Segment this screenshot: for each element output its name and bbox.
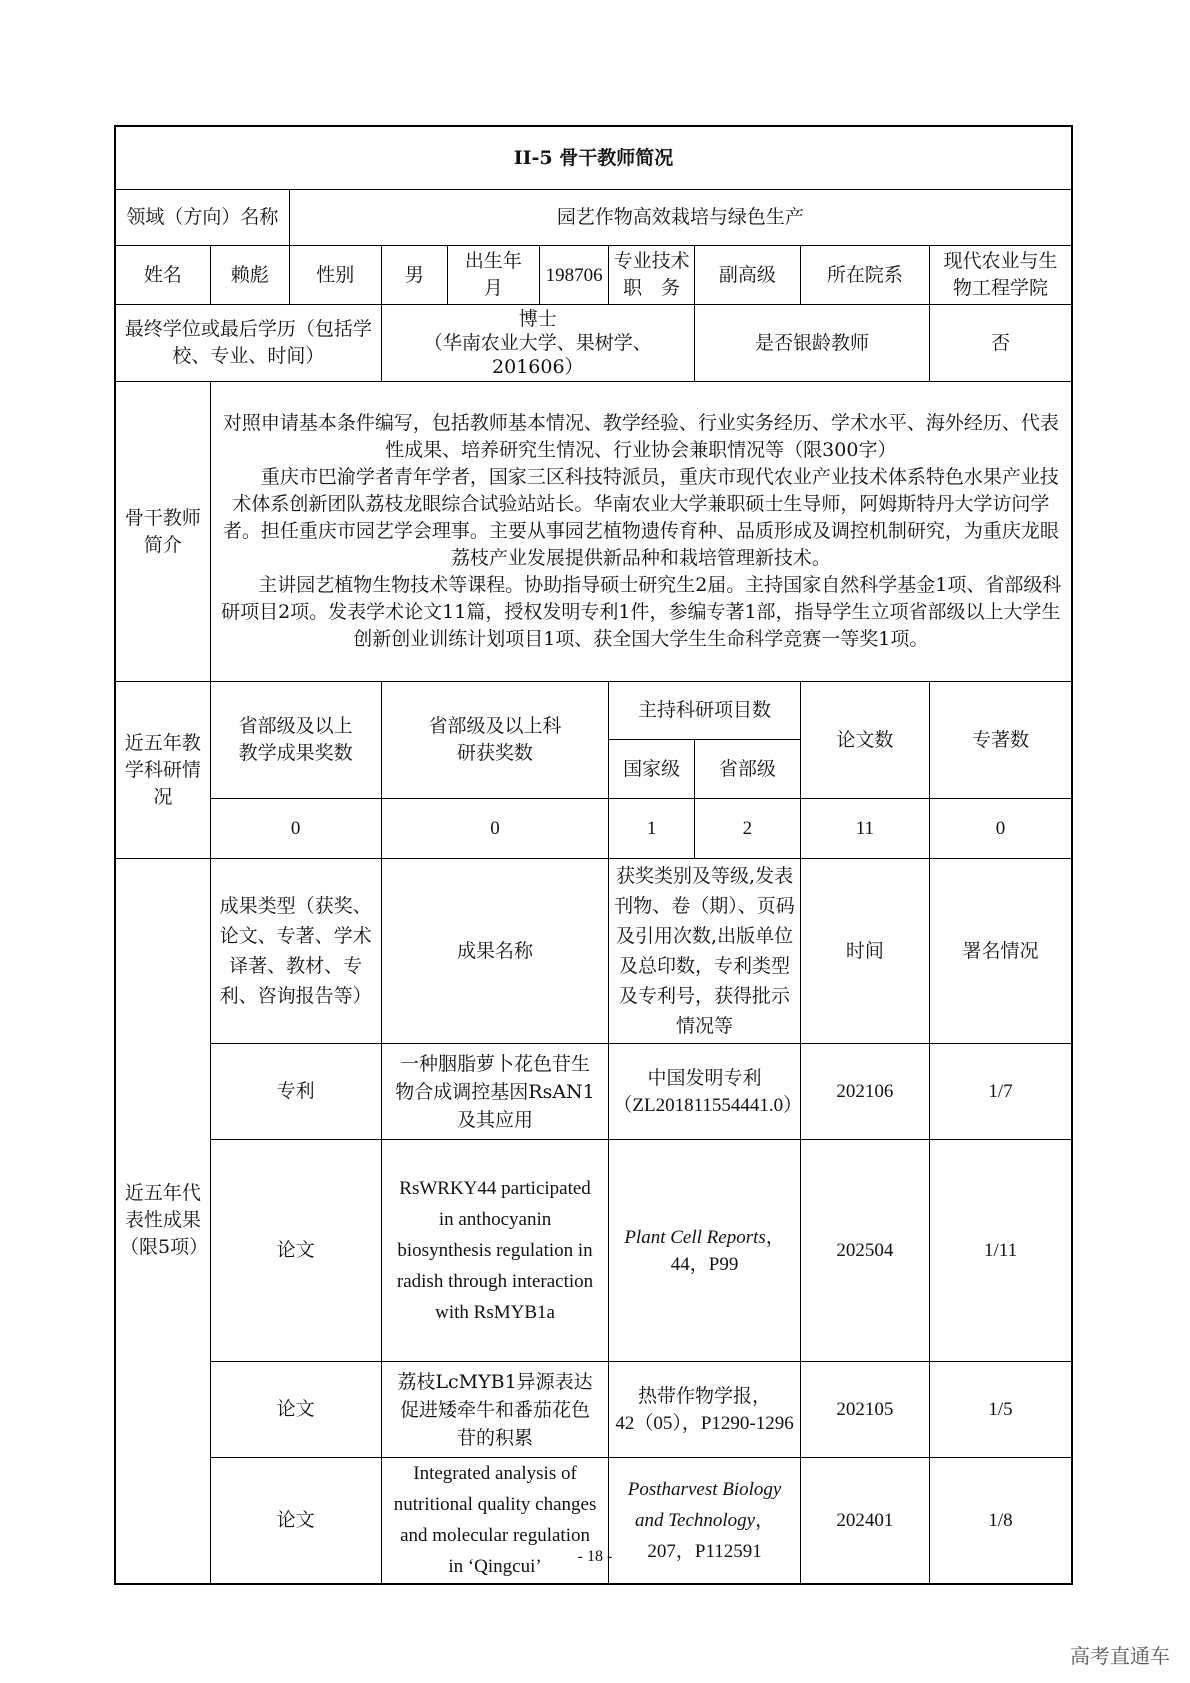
field-label: 领域（方向）名称 [115, 190, 289, 246]
research-award-value: 0 [381, 799, 609, 859]
job-title-value: 副高级 [694, 246, 800, 305]
achievement-time: 202105 [800, 1362, 929, 1458]
achievement-name: Integrated analysis of nutritional quality changes and molecular regulation in ‘Qingcui’ [381, 1458, 609, 1584]
detail-info: 42（05），P1290-1296 [615, 1412, 794, 1434]
name-value: 赖彪 [210, 246, 289, 305]
gender-value: 男 [381, 246, 447, 305]
bio-label: 骨干教师简介 [115, 382, 210, 682]
dept-label: 所在院系 [800, 246, 929, 305]
bio-paragraph-2: 主讲园艺植物生物技术等课程。协助指导硕士研究生2届。主持国家自然科学基金1项、省部级科研项目2项。发表学术论文11篇，授权发明专利1件，参编专著1部，指导学生立项省部级以上大学生创新创业训练计划项目1项、获全国大学生生命科学竞赛一等奖1项。 [221, 574, 1062, 650]
table-row [115, 1140, 1072, 1362]
achievement-type: 论文 [210, 1458, 381, 1584]
degree-label: 最终学位或最后学历（包括学校、专业、时间） [115, 305, 381, 382]
achievement-sign: 1/11 [930, 1140, 1072, 1362]
achievement-detail [609, 1140, 800, 1362]
detail-journal: Postharvest Biology and Technology [627, 1478, 782, 1531]
degree-value [381, 305, 694, 382]
papers-header: 论文数 [800, 682, 929, 799]
degree-name: 博士 [518, 308, 557, 330]
achievement-time: 202106 [800, 1044, 929, 1140]
books-value: 0 [930, 799, 1072, 859]
achievement-name: RsWRKY44 participated in anthocyanin biosynthesis regulation in radish through interaction with RsMYB1a [381, 1140, 609, 1362]
projects-header: 主持科研项目数 [609, 682, 800, 740]
achievement-sign: 1/7 [930, 1044, 1072, 1140]
gender-label: 性别 [289, 246, 381, 305]
detail-info: （ZL201811554441.0） [613, 1094, 803, 1116]
research-award-header: 省部级及以上科研获奖数 [381, 682, 609, 799]
bio-content [210, 382, 1072, 682]
silver-value: 否 [930, 305, 1072, 382]
papers-value: 11 [800, 799, 929, 859]
provincial-header: 省部级 [694, 740, 800, 799]
research-label: 近五年教学科研情况 [115, 682, 210, 859]
achievement-detail [609, 1044, 803, 1140]
table-row [115, 1362, 1072, 1458]
detail-journal: Plant Cell Reports [624, 1226, 766, 1248]
achievement-time: 202504 [800, 1140, 929, 1362]
detail-journal: 中国发明专利 [647, 1066, 762, 1089]
achievement-type-header: 成果类型（获奖、论文、专著、学术译著、教材、专利、咨询报告等） [210, 859, 381, 1044]
national-value: 1 [609, 799, 695, 859]
achievement-time-header: 时间 [800, 859, 929, 1044]
achievements-label: 近五年代表性成果（限5项） [115, 859, 210, 1584]
achievement-detail-header: 获奖类别及等级,发表刊物、卷（期）、页码及引用次数,出版单位及总印数，专利类型及专利号，获得批示情况等 [609, 859, 800, 1044]
bio-paragraph-1: 重庆市巴渝学者青年学者，国家三区科技特派员，重庆市现代农业产业技术体系特色水果产业技术体系创新团队荔枝龙眼综合试验站站长。华南农业大学兼职硕士生导师，阿姆斯特丹大学访问学者。担任重庆市园艺学会理事。主要从事园艺植物遗传育种、品质形成及调控机制研究，为重庆龙眼荔枝产业发展提供新品种和栽培管理新技术。 [222, 466, 1059, 569]
achievement-name-header: 成果名称 [381, 859, 609, 1044]
table-row [115, 1044, 1072, 1140]
name-label: 姓名 [115, 246, 210, 305]
provincial-value: 2 [694, 799, 800, 859]
achievement-sign-header: 署名情况 [930, 859, 1072, 1044]
bio-instruction: 对照申请基本条件编写，包括教师基本情况、教学经验、行业实务经历、学术水平、海外经历、代表性成果、培养研究生情况、行业协会兼职情况等（限300字） [222, 412, 1059, 461]
dept-value: 现代农业与生物工程学院 [930, 246, 1072, 305]
field-value: 园艺作物高效栽培与绿色生产 [289, 190, 1072, 246]
degree-detail: （华南农业大学、果树学、201606） [423, 332, 652, 378]
detail-info: ，207，P112591 [647, 1509, 775, 1562]
achievement-type: 论文 [210, 1140, 381, 1362]
achievement-time: 202401 [800, 1458, 929, 1584]
achievement-name: 一种胭脂萝卜花色苷生物合成调控基因RsAN1及其应用 [381, 1044, 609, 1140]
page-number: - 18 - [577, 1548, 613, 1565]
teaching-award-header: 省部级及以上教学成果奖数 [210, 682, 381, 799]
detail-info: ，44，P99 [670, 1226, 785, 1275]
achievement-name: 荔枝LcMYB1异源表达促进矮牵牛和番茄花色苷的积累 [381, 1362, 609, 1458]
national-header: 国家级 [609, 740, 695, 799]
detail-journal: 热带作物学报， [638, 1384, 772, 1407]
teaching-award-value: 0 [210, 799, 381, 859]
birth-value: 198706 [539, 246, 608, 305]
achievement-sign: 1/8 [930, 1458, 1072, 1584]
birth-label: 出生年月 [447, 246, 539, 305]
achievement-detail [609, 1362, 800, 1458]
job-title-label: 专业技术职 务 [609, 246, 695, 305]
books-header: 专著数 [930, 682, 1072, 799]
watermark-text: 高考直通车 [1070, 1644, 1170, 1668]
achievement-type: 专利 [210, 1044, 381, 1140]
achievement-sign: 1/5 [930, 1362, 1072, 1458]
achievement-type: 论文 [210, 1362, 381, 1458]
silver-label: 是否银龄教师 [694, 305, 929, 382]
section-title: II-5 骨干教师简况 [115, 126, 1072, 190]
teacher-profile-table [114, 125, 1073, 1585]
